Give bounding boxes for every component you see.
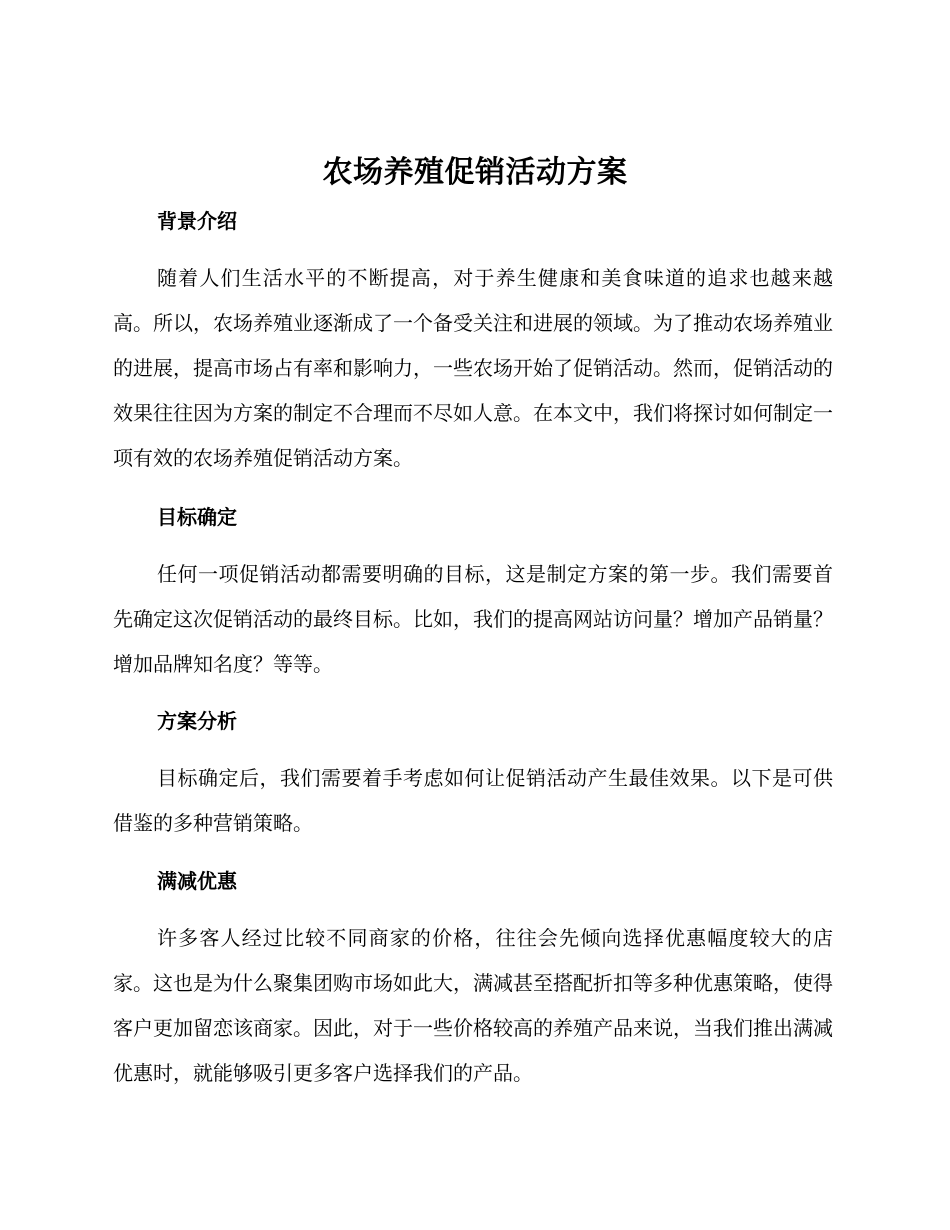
- section-goal: [113, 502, 833, 532]
- section-background: [113, 206, 833, 236]
- paragraph: 任何一项促销活动都需要明确的目标，这是制定方案的第一步。我们需要首先确定这次促销活动的最终目标。比如，我们的提高网站访问量？增加产品销量？增加品牌知名度？等等。: [113, 562, 833, 676]
- section-plan: [113, 706, 833, 736]
- section-heading: 目标确定: [157, 505, 237, 529]
- paragraph: 许多客人经过比较不同商家的价格，往往会先倾向选择优惠幅度较大的店家。这也是为什么聚集团购市场如此大，满减甚至搭配折扣等多种优惠策略，使得客户更加留恋该商家。因此，对于一些价格较高的养殖产品来说，当我们推出满减优惠时，就能够吸引更多客户选择我们的产品。: [113, 926, 833, 1085]
- section-heading: 满减优惠: [157, 869, 237, 893]
- section-plan-body: [113, 756, 833, 846]
- document-title: 农场养殖促销活动方案: [322, 155, 628, 190]
- section-discount: [113, 866, 833, 896]
- paragraph: 随着人们生活水平的不断提高，对于养生健康和美食味道的追求也越来越高。所以，农场养殖业逐渐成了一个备受关注和进展的领域。为了推动农场养殖业的进展，提高市场占有率和影响力，一些农场开始了促销活动。然而，促销活动的效果往往因为方案的制定不合理而不尽如人意。在本文中，我们将探讨如何制定一项有效的农场养殖促销活动方案。: [113, 266, 833, 470]
- section-heading: 方案分析: [157, 709, 237, 733]
- section-goal-body: [113, 552, 833, 687]
- section-discount-body: [113, 916, 833, 1096]
- section-heading: 背景介绍: [157, 209, 237, 233]
- section-background-body: [113, 256, 833, 481]
- paragraph: 目标确定后，我们需要着手考虑如何让促销活动产生最佳效果。以下是可供借鉴的多种营销策略。: [113, 766, 833, 835]
